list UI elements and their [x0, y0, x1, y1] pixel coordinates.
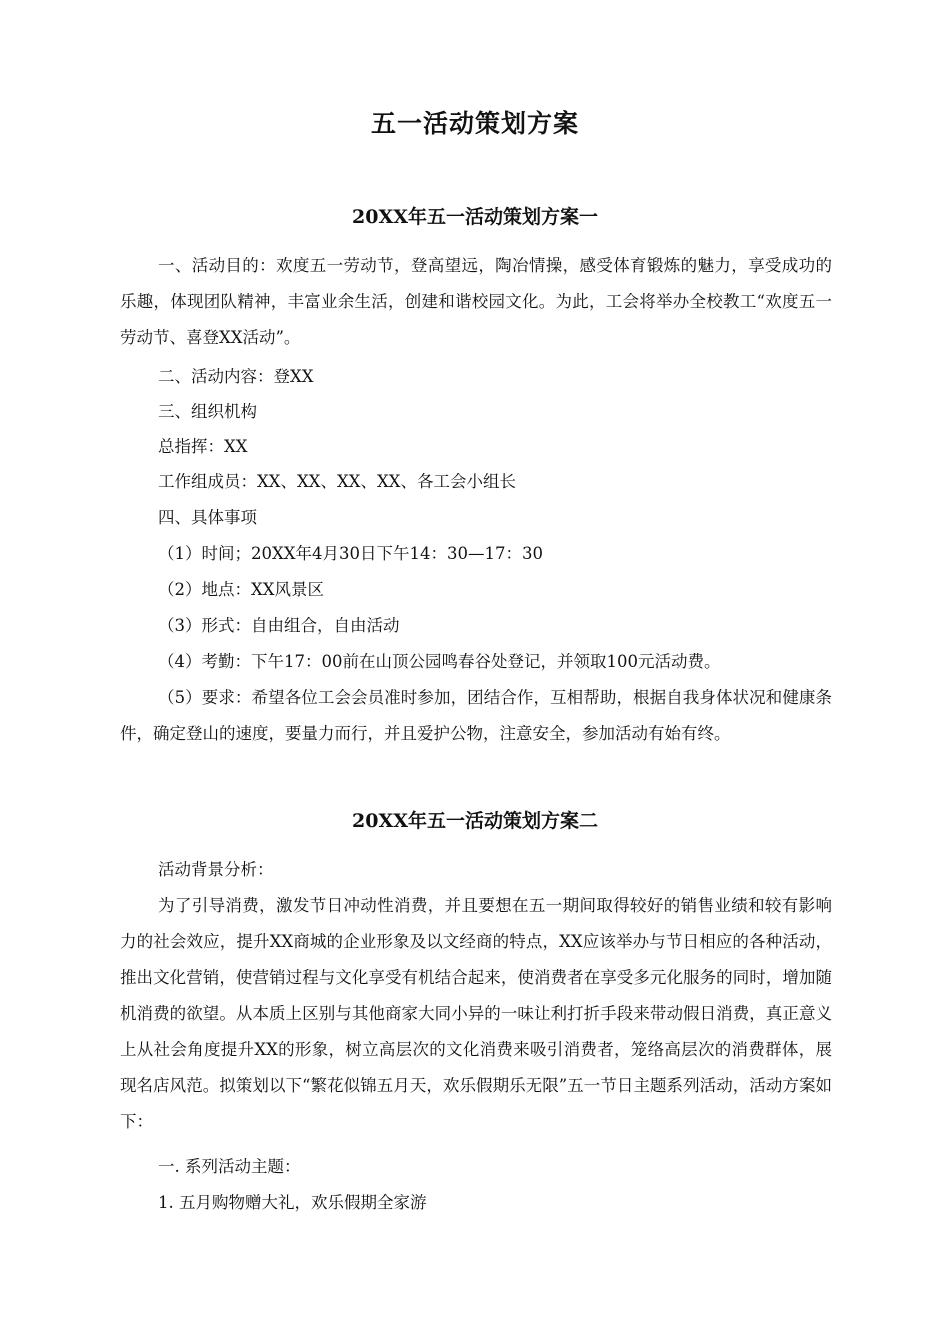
plan1-content-line: 二、活动内容：登XX: [158, 367, 314, 386]
page-title: 五一活动策划方案: [370, 109, 579, 138]
plan1-attendance-line: （4）考勤：下午17：00前在山顶公园鸣春谷处登记，并领取100元活动费。: [158, 652, 721, 671]
plan1-time-line: （1）时间；20XX年4月30日下午14：30—17：30: [158, 544, 543, 563]
plan2-background-label: 活动背景分析：: [158, 860, 274, 879]
plan2-theme-label: 一. 系列活动主题：: [158, 1157, 301, 1176]
plan2-heading: 20XX年五一活动策划方案二: [352, 810, 598, 832]
plan1-purpose-paragraph: 一、活动目的：欢度五一劳动节，登高望远，陶冶情操，感受体育锻炼的魅力，享受成功的乐趣，体现团队精神，丰富业余生活，创建和谐校园文化。为此，工会将举办全校教工“欢度五一劳动节、喜登XX活动”。: [120, 256, 832, 347]
plan1-heading: 20XX年五一活动策划方案一: [352, 206, 598, 228]
plan2-theme-item-1: 1. 五月购物赠大礼，欢乐假期全家游: [158, 1193, 427, 1212]
plan1-place-line: （2）地点：XX风景区: [158, 580, 324, 599]
plan1-matters-heading: 四、具体事项: [158, 508, 257, 527]
plan1-org-heading: 三、组织机构: [158, 402, 257, 421]
plan1-form-line: （3）形式：自由组合，自由活动: [158, 616, 400, 635]
plan1-commander-line: 总指挥：XX: [158, 437, 248, 456]
plan1-requirement-paragraph: （5）要求：希望各位工会会员准时参加，团结合作，互相帮助，根据自我身体状况和健康条件，确定登山的速度，要量力而行，并且爱护公物，注意安全，参加活动有始有终。: [120, 688, 832, 743]
plan1-members-line: 工作组成员：XX、XX、XX、XX、各工会小组长: [158, 472, 516, 491]
plan2-background-paragraph: 为了引导消费，激发节日冲动性消费，并且要想在五一期间取得较好的销售业绩和较有影响力的社会效应，提升XX商城的企业形象及以文经商的特点，XX应该举办与节日相应的各种活动，推出文化营销，使营销过程与文化享受有机结合起来，使消费者在享受多元化服务的同时，增加随机消费的欲望。从本质上区别与其他商家大同小异的一味让利打折手段来带动假日消费，真正意义上从社会角度提升XX的形象，树立高层次的文化消费来吸引消费者，笼络高层次的消费群体，展现名店风范。拟策划以下“繁花似锦五月天，欢乐假期乐无限”五一节日主题系列活动，活动方案如下：: [120, 896, 832, 1131]
